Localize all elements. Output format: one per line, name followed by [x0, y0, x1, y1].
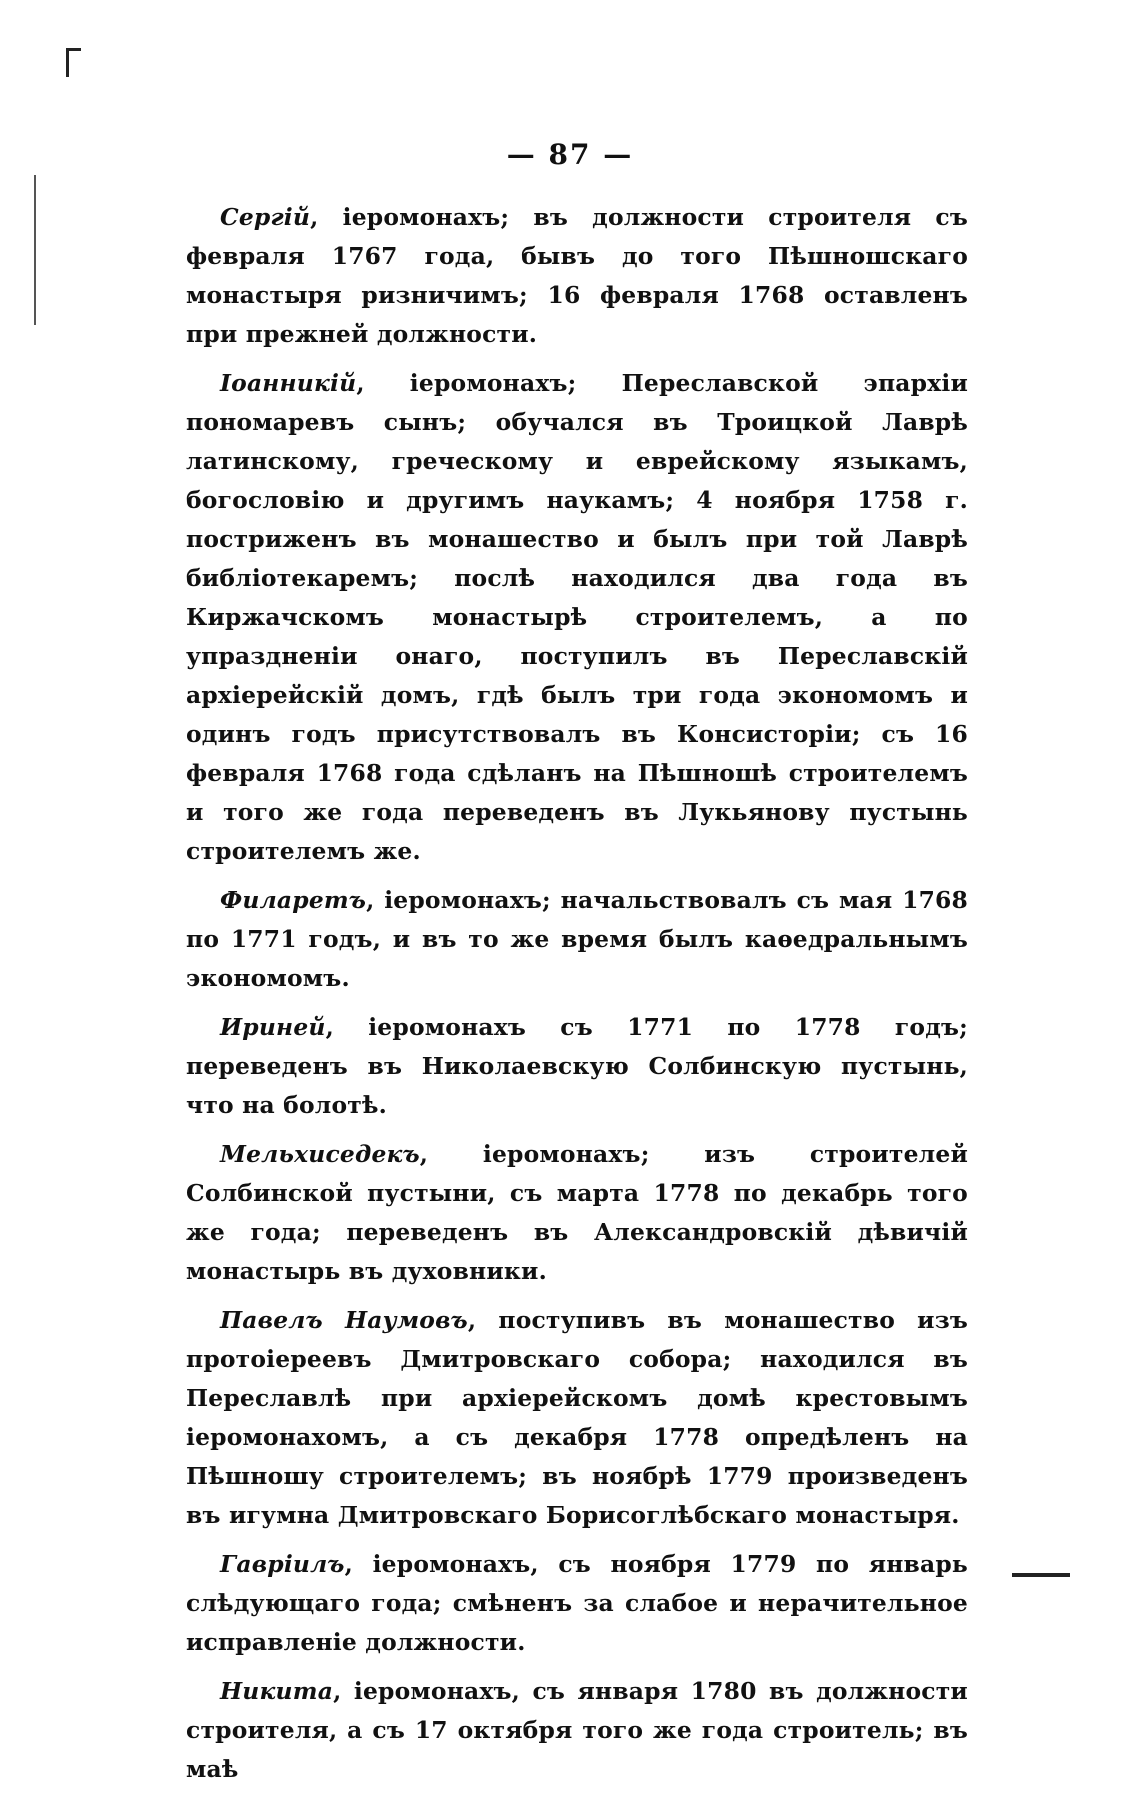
scan-corner-mark	[66, 48, 81, 77]
entry-paragraph	[186, 1672, 968, 1789]
entry-name: Сергій	[220, 203, 311, 231]
entry-paragraph	[186, 198, 968, 354]
entry-text: , іеромонахъ съ 1771 по 1778 годъ; переведенъ въ Николаевскую Солбинскую пустынь, что на болотѣ.	[186, 1013, 968, 1119]
text-body	[186, 198, 968, 1799]
entry-text: , іеромонахъ, съ ноября 1779 по январь слѣдующаго года; смѣненъ за слабое и нерачительное исправленіе должности.	[186, 1550, 968, 1656]
scan-margin-line	[34, 175, 36, 325]
entry-name: Ириней	[220, 1013, 326, 1041]
entry-name: Мельхиседекъ	[220, 1140, 420, 1168]
entry-text: , поступивъ въ монашество изъ протоіереевъ Дмитровскаго собора; находился въ Переславлѣ при архіерейскомъ домѣ крестовымъ іеромонахомъ, а съ декабря 1778 опредѣленъ на Пѣшношу строителемъ; въ ноябрѣ 1779 произведенъ въ игумна Дмитровскаго Борисоглѣбскаго монастыря.	[186, 1306, 968, 1529]
entry-text: , іеромонахъ; въ должности строителя съ февраля 1767 года, бывъ до того Пѣшношскаго монастыря ризничимъ; 16 февраля 1768 оставленъ при прежней должности.	[186, 203, 968, 348]
entry-paragraph	[186, 1301, 968, 1535]
entry-paragraph	[186, 364, 968, 871]
entry-name: Іоанникій	[220, 369, 357, 397]
entry-paragraph	[186, 1135, 968, 1291]
entry-name: Гавріилъ	[220, 1550, 345, 1578]
entry-text: , іеромонахъ, съ января 1780 въ должности строителя, а съ 17 октября того же года строитель; въ маѣ	[186, 1677, 968, 1783]
entry-text: , іеромонахъ; начальствовалъ съ мая 1768 по 1771 годъ, и въ то же время былъ каѳедральнымъ экономомъ.	[186, 886, 968, 992]
entry-paragraph	[186, 881, 968, 998]
entry-name: Павелъ Наумовъ	[220, 1306, 468, 1334]
page-number: — 87 —	[506, 138, 634, 171]
entry-name: Филаретъ	[220, 886, 367, 914]
entry-text: , іеромонахъ; Переславской эпархіи пономаревъ сынъ; обучался въ Троицкой Лаврѣ латинскому, греческому и еврейскому языкамъ, богословію и другимъ наукамъ; 4 ноября 1758 г. постриженъ въ монашество и былъ при той Лаврѣ библіотекаремъ; послѣ находился два года въ Киржачскомъ монастырѣ строителемъ, а по упраздненіи онаго, поступилъ въ Переславскій архіерейскій домъ, гдѣ былъ три года экономомъ и одинъ годъ присутствовалъ въ Консисторіи; съ 16 февраля 1768 года сдѣланъ на Пѣшношѣ строителемъ и того же года переведенъ въ Лукьянову пустынь строителемъ же.	[186, 369, 968, 865]
entry-name: Никита	[220, 1677, 334, 1705]
entry-text: , іеромонахъ; изъ строителей Солбинской пустыни, съ марта 1778 по декабрь того же года; переведенъ въ Александровскій дѣвичій монастырь въ духовники.	[186, 1140, 968, 1285]
scan-dash-mark	[1012, 1573, 1070, 1577]
entry-paragraph	[186, 1008, 968, 1125]
entry-paragraph	[186, 1545, 968, 1662]
